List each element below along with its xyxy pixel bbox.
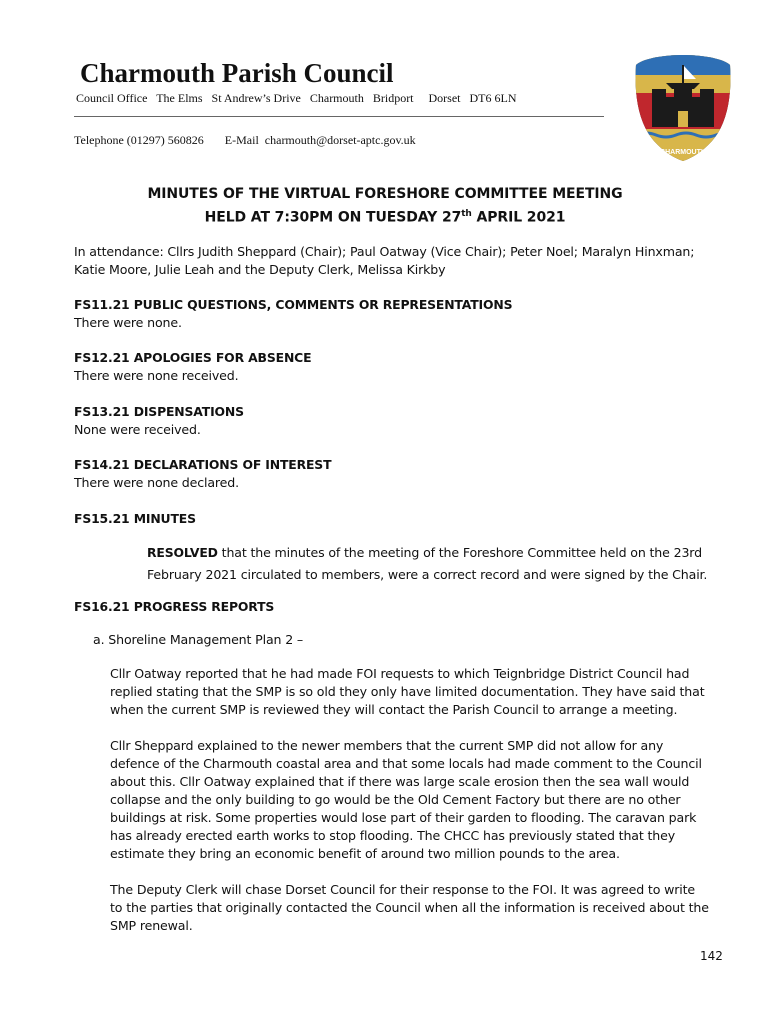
section-text: There were none declared. bbox=[74, 475, 239, 490]
progress-paragraph-1: Cllr Oatway reported that he had made FOI requests to which Teignbridge District Council had replied stating that the SMP is so old they only have limited documentation. They have said that when the current SMP is reviewed they will contact the Parish Council to arrange a meeting. bbox=[110, 666, 705, 717]
section-heading: FS13.21 DISPENSATIONS bbox=[74, 404, 244, 419]
council-name: Charmouth Parish Council bbox=[80, 58, 394, 88]
telephone: Telephone (01297) 560826 bbox=[74, 133, 204, 147]
attendance: In attendance: Cllrs Judith Sheppard (Chair); Paul Oatway (Vice Chair); Peter Noel; Maralyn Hinxman; Katie Moore, Julie Leah and the Deputy Clerk, Melissa Kirkby bbox=[74, 244, 695, 277]
section-heading: FS12.21 APOLOGIES FOR ABSENCE bbox=[74, 350, 312, 365]
section-fs14 bbox=[74, 456, 734, 492]
contact-line bbox=[74, 133, 416, 148]
progress-item-a: a. Shoreline Management Plan 2 – bbox=[93, 632, 304, 647]
section-heading: FS14.21 DECLARATIONS OF INTEREST bbox=[74, 457, 332, 472]
section-text: None were received. bbox=[74, 422, 201, 437]
progress-paragraph-3: The Deputy Clerk will chase Dorset Council for their response to the FOI. It was agreed to write to the parties that originally contacted the Council when all the information is received about the SMP renewal. bbox=[110, 882, 709, 933]
section-text: There were none. bbox=[74, 315, 182, 330]
section-heading: FS11.21 PUBLIC QUESTIONS, COMMENTS OR REPRESENTATIONS bbox=[74, 297, 513, 312]
section-fs15 bbox=[74, 510, 734, 528]
progress-paragraph-2: Cllr Sheppard explained to the newer members that the current SMP did not allow for any defence of the Charmouth coastal area and that some locals had made comment to the Council about this. Cllr Oatway explained that if there was large scale erosion then the sea wall would collapse and the only building to go would be the Old Cement Factory but there are no other buildings at risk. Some properties would lose part of their garden to flooding. The caravan park has already erected earth works to stop flooding. The CHCC has previously stated that they estimate they bring an economic benefit of around two million pounds to the area. bbox=[110, 738, 702, 861]
crest-text: CHARMOUTH bbox=[660, 149, 706, 156]
section-heading: FS15.21 MINUTES bbox=[74, 511, 196, 526]
section-fs12 bbox=[74, 349, 734, 385]
letterhead-divider bbox=[74, 116, 604, 117]
section-text: There were none received. bbox=[74, 368, 239, 383]
resolved-statement: RESOLVED that the minutes of the meeting of the Foreshore Committee held on the 23rd February 2021 circulated to members, were a correct record and were signed by the Chair. bbox=[147, 545, 708, 582]
section-heading: FS16.21 PROGRESS REPORTS bbox=[74, 599, 275, 614]
council-address: Council Office The Elms St Andrew’s Drive Charmouth Bridport Dorset DT6 6LN bbox=[76, 91, 517, 105]
minutes-title: MINUTES OF THE VIRTUAL FORESHORE COMMITTEE MEETING HELD AT 7:30PM ON TUESDAY 27th APRIL 2021 bbox=[147, 186, 623, 226]
section-fs13 bbox=[74, 403, 734, 439]
council-crest-logo bbox=[632, 53, 734, 163]
section-fs16 bbox=[74, 598, 734, 616]
email: E-Mail charmouth@dorset-aptc.gov.uk bbox=[224, 133, 416, 147]
page-number: 142 bbox=[700, 949, 723, 963]
section-fs11 bbox=[74, 296, 734, 332]
